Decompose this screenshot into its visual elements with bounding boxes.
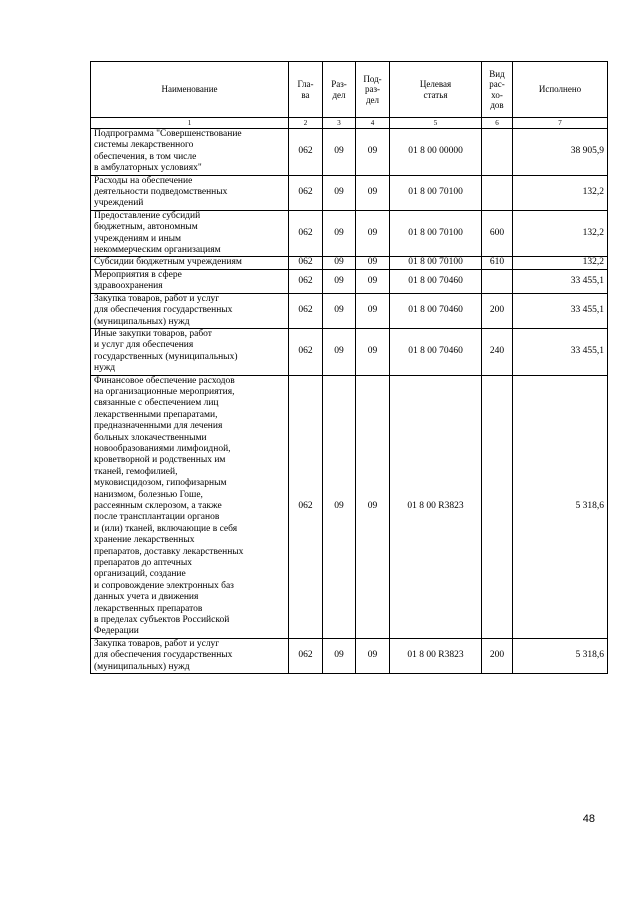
row-expense-type: 600 — [482, 210, 513, 257]
row-name: Субсидии бюджетным учреждениям — [91, 257, 289, 269]
row-executed-amount: 132,2 — [513, 210, 608, 257]
row-subsection: 09 — [356, 269, 390, 293]
row-executed-amount: 33 455,1 — [513, 269, 608, 293]
row-subsection: 09 — [356, 328, 390, 375]
row-executed-amount: 132,2 — [513, 175, 608, 210]
row-section: 09 — [323, 293, 356, 328]
column-number: 3 — [323, 118, 356, 129]
row-expense-type: 610 — [482, 257, 513, 269]
table-row — [91, 638, 608, 673]
row-target-article: 01 8 00 00000 — [390, 129, 482, 176]
row-subsection: 09 — [356, 375, 390, 638]
row-executed-amount: 5 318,6 — [513, 638, 608, 673]
row-chapter: 062 — [289, 175, 323, 210]
table-row — [91, 269, 608, 293]
table-row — [91, 257, 608, 269]
row-section: 09 — [323, 210, 356, 257]
row-name: Подпрограмма "Совершенствование системы лекарственного обеспечения, в том числе в амбулаторных условиях" — [91, 129, 289, 176]
row-section: 09 — [323, 269, 356, 293]
row-subsection: 09 — [356, 210, 390, 257]
row-chapter: 062 — [289, 293, 323, 328]
row-section: 09 — [323, 175, 356, 210]
row-target-article: 01 8 00 70460 — [390, 269, 482, 293]
table-row — [91, 210, 608, 257]
column-number: 6 — [482, 118, 513, 129]
row-expense-type: 200 — [482, 293, 513, 328]
header-subsection: Под- раз- дел — [356, 62, 390, 118]
row-chapter: 062 — [289, 328, 323, 375]
row-target-article: 01 8 00 R3823 — [390, 638, 482, 673]
header-expense-type: Вид рас- хо- дов — [482, 62, 513, 118]
column-number: 5 — [390, 118, 482, 129]
row-name: Расходы на обеспечение деятельности подведомственных учреждений — [91, 175, 289, 210]
row-chapter: 062 — [289, 375, 323, 638]
row-section: 09 — [323, 257, 356, 269]
row-expense-type: 240 — [482, 328, 513, 375]
row-target-article: 01 8 00 70100 — [390, 257, 482, 269]
table-row — [91, 293, 608, 328]
row-expense-type — [482, 129, 513, 176]
row-target-article: 01 8 00 70100 — [390, 175, 482, 210]
row-chapter: 062 — [289, 257, 323, 269]
row-section: 09 — [323, 638, 356, 673]
row-executed-amount: 33 455,1 — [513, 293, 608, 328]
column-number: 2 — [289, 118, 323, 129]
row-chapter: 062 — [289, 269, 323, 293]
row-expense-type — [482, 269, 513, 293]
row-subsection: 09 — [356, 638, 390, 673]
table-row — [91, 129, 608, 176]
row-section: 09 — [323, 375, 356, 638]
column-number: 7 — [513, 118, 608, 129]
header-chapter: Гла- ва — [289, 62, 323, 118]
column-number: 1 — [91, 118, 289, 129]
row-chapter: 062 — [289, 638, 323, 673]
row-chapter: 062 — [289, 129, 323, 176]
row-subsection: 09 — [356, 129, 390, 176]
row-name: Закупка товаров, работ и услуг для обеспечения государственных (муниципальных) нужд — [91, 638, 289, 673]
row-target-article: 01 8 00 70460 — [390, 293, 482, 328]
row-expense-type — [482, 375, 513, 638]
row-target-article: 01 8 00 R3823 — [390, 375, 482, 638]
header-name: Наименование — [91, 62, 289, 118]
row-name: Иные закупки товаров, работ и услуг для обеспечения государственных (муниципальных) нужд — [91, 328, 289, 375]
table-row — [91, 175, 608, 210]
row-name: Мероприятия в сфере здравоохранения — [91, 269, 289, 293]
row-expense-type — [482, 175, 513, 210]
row-subsection: 09 — [356, 257, 390, 269]
header-executed: Исполнено — [513, 62, 608, 118]
row-name: Финансовое обеспечение расходов на организационные мероприятия, связанные с обеспечением лиц лекарственными препаратами, предназначенными для лечения больных злокачественными новообразованиями лимфоидной, кроветворной и родственных им тканей, гемофилией, муковисцидозом, гипофизарным нанизмом, болезнью Гоше, рассеянным склерозом, а также после трансплантации органов и (или) тканей, включающие в себя хранение лекарственных препаратов, доставку лекарственных препаратов до аптечных организаций, создание и сопровождение электронных баз данных учета и движения лекарственных препаратов в пределах субъектов Российской Федерации — [91, 375, 289, 638]
table-row — [91, 328, 608, 375]
row-expense-type: 200 — [482, 638, 513, 673]
header-target: Целевая статья — [390, 62, 482, 118]
row-section: 09 — [323, 328, 356, 375]
row-chapter: 062 — [289, 210, 323, 257]
budget-table — [90, 61, 608, 674]
row-target-article: 01 8 00 70100 — [390, 210, 482, 257]
row-name: Закупка товаров, работ и услуг для обеспечения государственных (муниципальных) нужд — [91, 293, 289, 328]
column-number: 4 — [356, 118, 390, 129]
row-subsection: 09 — [356, 175, 390, 210]
row-name: Предоставление субсидий бюджетным, автономным учреждениям и иным некоммерческим организациям — [91, 210, 289, 257]
page-number: 48 — [582, 813, 595, 825]
column-number-row — [91, 118, 608, 129]
row-executed-amount: 33 455,1 — [513, 328, 608, 375]
row-executed-amount: 38 905,9 — [513, 129, 608, 176]
header-section: Раз- дел — [323, 62, 356, 118]
row-section: 09 — [323, 129, 356, 176]
row-executed-amount: 5 318,6 — [513, 375, 608, 638]
row-target-article: 01 8 00 70460 — [390, 328, 482, 375]
table-row — [91, 375, 608, 638]
header-row — [91, 62, 608, 118]
row-executed-amount: 132,2 — [513, 257, 608, 269]
row-subsection: 09 — [356, 293, 390, 328]
